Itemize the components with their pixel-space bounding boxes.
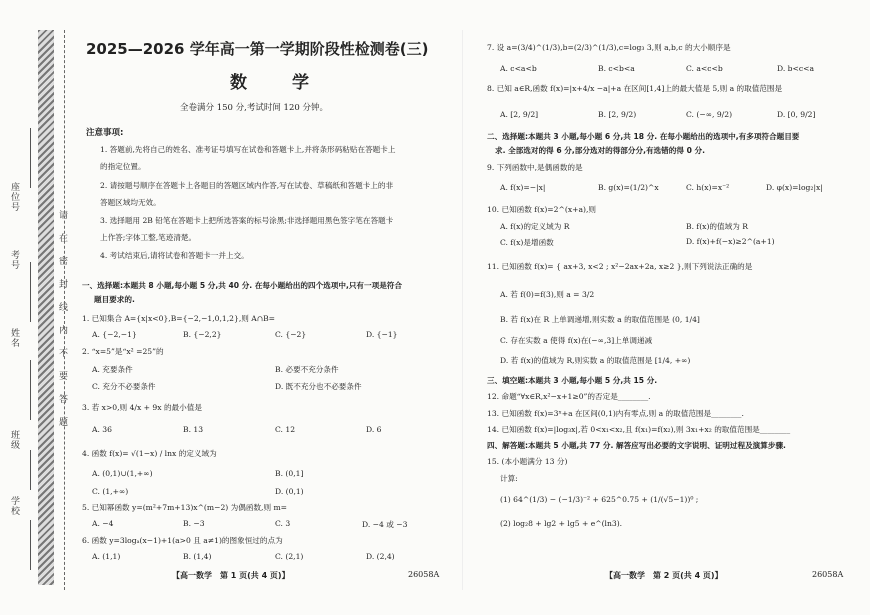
section-1-heading-cont: 题目要求的. (94, 295, 135, 304)
note-line: 2. 请按题号顺序在答题卡上各题目的答题区域内作答,写在试卷、草稿纸和答题卡上的非 (100, 181, 394, 190)
q9-option-c: C. h(x)=x⁻² (686, 183, 730, 192)
q2-option-c: C. 充分不必要条件 (92, 382, 156, 391)
section-2-heading-cont: 求. 全部选对的得 6 分,部分选对的得部分分,有选错的得 0 分. (495, 146, 705, 155)
note-line: 上作答;字体工整,笔迹清楚。 (100, 233, 197, 242)
page-divider (462, 30, 463, 590)
section-3-heading: 三、填空题:本题共 3 小题,每小题 5 分,共 15 分. (487, 376, 658, 385)
q15-part-1: (1) 64^(1/3) − (−1/3)⁻² + 625^0.75 + (1/(√5−1))⁰ ; (500, 495, 699, 504)
name-label: 姓名 (9, 328, 19, 348)
q11-option-b: B. 若 f(x)在 R 上单调递增,则实数 a 的取值范围是 (0, 1/4] (500, 315, 700, 324)
class-label: 班级 (9, 430, 19, 450)
q1-option-d: D. {−1} (366, 330, 398, 339)
q3-option-a: A. 36 (92, 425, 112, 434)
q7-option-c: C. a<c<b (686, 64, 723, 73)
q1-option-a: A. {−2,−1} (92, 330, 137, 339)
q3-stem: 3. 若 x>0,则 4/x + 9x 的最小值是 (82, 403, 202, 412)
q13-stem: 13. 已知函数 f(x)=3ˣ+a 在区间(0,1)内有零点,则 a 的取值范围是________. (487, 409, 744, 418)
q9-option-a: A. f(x)=−|x| (500, 183, 546, 192)
q9-stem: 9. 下列函数中,是偶函数的是 (487, 163, 583, 172)
q6-option-c: C. (2,1) (275, 552, 304, 561)
note-line: 的指定位置。 (100, 162, 146, 171)
q2-option-b: B. 必要不充分条件 (275, 365, 339, 374)
q10-option-c: C. f(x)是增函数 (500, 238, 554, 247)
section-2-heading: 二、选择题:本题共 3 小题,每小题 6 分,共 18 分. 在每小题给出的选项中,有多项符合题目要 (487, 132, 800, 141)
page-2-footer: 【高一数学 第 2 页(共 4 页)】 (605, 571, 723, 580)
q4-option-a: A. (0,1)∪(1,+∞) (92, 469, 153, 478)
seal-text: 请在密封线内不要答题 (57, 210, 67, 440)
q10-option-a: A. f(x)的定义域为 R (500, 222, 570, 231)
q15-calc-label: 计算: (500, 474, 518, 483)
binding-strip (38, 30, 54, 585)
q5-option-b: B. −3 (183, 519, 205, 528)
cut-line (64, 30, 65, 590)
note-line: 答题区域均无效。 (100, 198, 161, 207)
name-line (30, 360, 31, 420)
q4-option-d: D. (0,1) (275, 487, 304, 496)
q10-stem: 10. 已知函数 f(x)=2^(x+a),则 (487, 205, 596, 214)
q2-option-d: D. 既不充分也不必要条件 (275, 382, 362, 391)
q8-option-b: B. [2, 9/2) (598, 110, 637, 119)
q1-option-b: B. {−2,2} (183, 330, 222, 339)
q7-option-b: B. c<b<a (598, 64, 635, 73)
binding-margin (0, 0, 66, 615)
page-title: 2025—2026 学年高一第一学期阶段性检测卷(三) (86, 40, 429, 58)
q7-stem: 7. 设 a=(3/4)^(1/3),b=(2/3)^(1/3),c=log₃ 3,则 a,b,c 的大小顺序是 (487, 43, 731, 52)
section-1-heading: 一、选择题:本题共 8 小题,每小题 5 分,共 40 分. 在每小题给出的四个选项中,只有一项是符合 (82, 281, 402, 290)
exam-no-line (30, 262, 31, 322)
q11-option-c: C. 存在实数 a 使得 f(x)在(−∞,3]上单调递减 (500, 336, 653, 345)
q8-option-d: D. [0, 9/2] (777, 110, 816, 119)
q8-option-c: C. (−∞, 9/2) (686, 110, 733, 119)
exam-no-label: 考号 (9, 250, 19, 270)
q2-option-a: A. 充要条件 (92, 365, 133, 374)
q12-stem: 12. 命题“∀x∈R,x²−x+1≥0”的否定是________. (487, 392, 651, 401)
q10-option-d: D. f(x)+f(−x)≥2^(a+1) (686, 237, 775, 246)
q14-stem: 14. 已知函数 f(x)=|log₃x|,若 0<x₁<x₂,且 f(x₁)=f(x₂),则 3x₁+x₂ 的取值范围是________ (487, 425, 791, 434)
seat-line (30, 128, 31, 188)
page-1-footer: 【高一数学 第 1 页(共 4 页)】 (172, 571, 290, 580)
school-label: 学校 (9, 496, 19, 516)
q15-heading: 15. (本小题满分 13 分) (487, 457, 568, 466)
page-1-code: 26058A (408, 570, 440, 579)
q11-stem: 11. 已知函数 f(x)= { ax+3, x<2 ; x²−2ax+2a, x≥2 },则下列说法正确的是 (487, 262, 753, 271)
q5-option-a: A. −4 (92, 519, 114, 528)
q5-option-d: D. −4 或 −3 (362, 520, 408, 529)
q11-option-d: D. 若 f(x)的值域为 R,则实数 a 的取值范围是 [1/4, +∞) (500, 356, 691, 365)
q3-option-d: D. 6 (366, 425, 382, 434)
page-2-code: 26058A (812, 570, 844, 579)
q9-option-b: B. g(x)=(1/2)^x (598, 183, 659, 192)
q5-option-c: C. 3 (275, 519, 291, 528)
note-line: 1. 答题前,先将自己的姓名、准考证号填写在试卷和答题卡上,并将条形码粘贴在答题卡上 (100, 145, 396, 154)
q4-option-c: C. (1,+∞) (92, 487, 129, 496)
school-line (30, 520, 31, 570)
seat-label: 座位号 (9, 182, 19, 212)
q8-stem: 8. 已知 a∈R,函数 f(x)=|x+4/x −a|+a 在区间[1,4]上的最大值是 5,则 a 的取值范围是 (487, 84, 783, 93)
q10-option-b: B. f(x)的值域为 R (686, 222, 748, 231)
q4-stem: 4. 函数 f(x)= √(1−x) / lnx 的定义域为 (82, 449, 217, 458)
q11-option-a: A. 若 f(0)=f(3),则 a = 3/2 (500, 290, 595, 299)
exam-meta: 全卷满分 150 分,考试时间 120 分钟。 (180, 103, 328, 113)
subject-title: 数 学 (230, 73, 323, 93)
q6-option-d: D. (2,4) (366, 552, 395, 561)
q2-stem: 2. “x=5”是“x² =25”的 (82, 347, 164, 356)
q15-part-2: (2) log₂8 + lg2 + lg5 + e^(ln3). (500, 519, 623, 528)
q3-option-b: B. 13 (183, 425, 204, 434)
notes-heading: 注意事项: (86, 128, 124, 138)
q1-option-c: C. {−2} (275, 330, 307, 339)
q3-option-c: C. 12 (275, 425, 296, 434)
class-line (30, 450, 31, 490)
note-line: 3. 选择题用 2B 铅笔在答题卡上把所选答案的标号涂黑;非选择题用黑色签字笔在答题卡 (100, 216, 394, 225)
q9-option-d: D. φ(x)=log₂|x| (766, 183, 823, 192)
q6-option-b: B. (1,4) (183, 552, 212, 561)
note-line: 4. 考试结束后,请将试卷和答题卡一并上交。 (100, 251, 249, 260)
q6-stem: 6. 函数 y=3logₐ(x−1)+1(a>0 且 a≠1)的图象恒过的点为 (82, 536, 283, 545)
q8-option-a: A. [2, 9/2] (500, 110, 539, 119)
q6-option-a: A. (1,1) (92, 552, 121, 561)
q7-option-d: D. b<c<a (777, 64, 815, 73)
q1-stem: 1. 已知集合 A={x|x<0},B={−2,−1,0,1,2},则 A∩B= (82, 314, 276, 323)
section-4-heading: 四、解答题:本题共 5 小题,共 77 分. 解答应写出必要的文字说明、证明过程及演算步骤. (487, 441, 786, 450)
q7-option-a: A. c<a<b (500, 64, 537, 73)
q5-stem: 5. 已知幂函数 y=(m²+7m+13)x^(m−2) 为偶函数,则 m= (82, 503, 288, 512)
q4-option-b: B. (0,1] (275, 469, 304, 478)
